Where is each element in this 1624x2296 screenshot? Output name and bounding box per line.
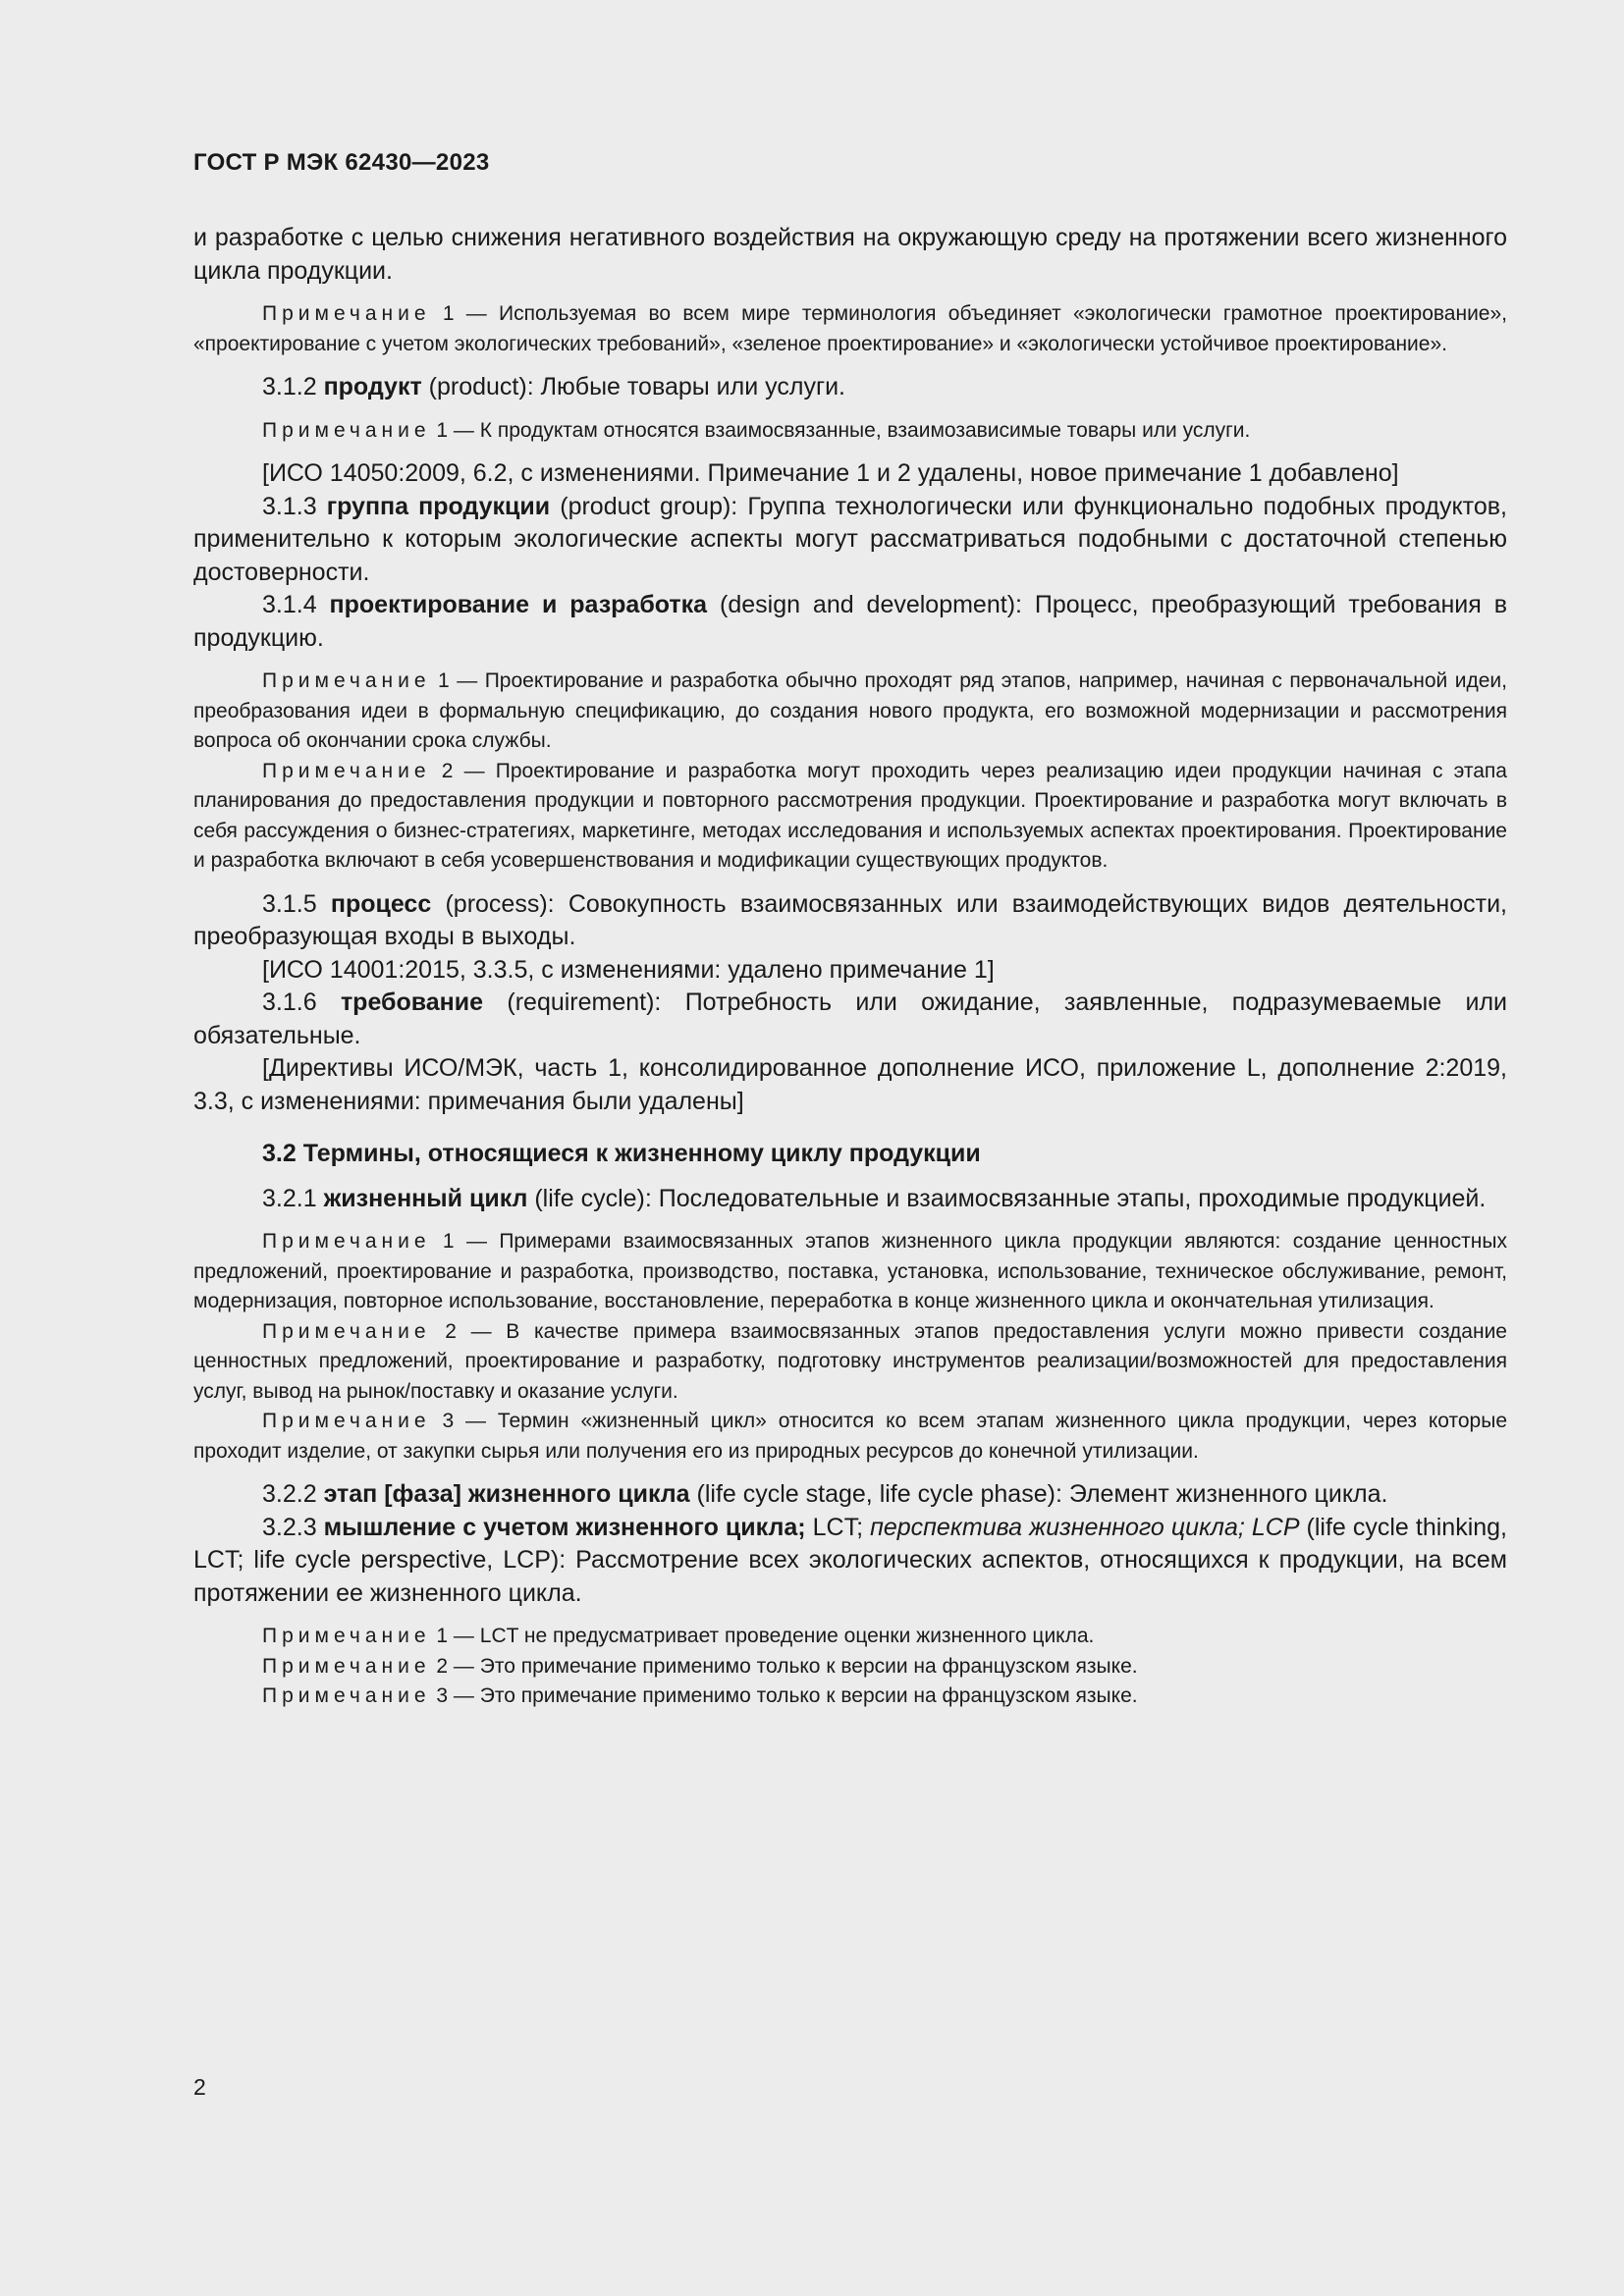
term-name: процесс — [330, 889, 432, 918]
note-number: 2 — — [441, 759, 496, 782]
note-life-cycle-3 — [193, 1407, 1507, 1467]
note-label: Примечание — [262, 418, 431, 442]
term-3-2-1 — [193, 1183, 1507, 1216]
note-lct-1 — [193, 1622, 1507, 1652]
note-text: Проектирование и разработка могут проходить через реализацию идеи продукции начиная с этапа планирования до предоставления продукции и повторного рассмотрения продукции. Проектирование и разработка могут включать в себя рассуждения о бизнес-стратегиях, маркетинге, методах исследования и используемых аспектах проектирования. Проектирование и разработка включают в себя усовершенствования и модификации существующих продуктов. — [193, 759, 1507, 872]
term-definition: (life cycle): Последовательные и взаимосвязанные этапы, проходимые продукцией. — [527, 1184, 1487, 1212]
note-label: Примечание — [262, 1684, 431, 1707]
note-number: 3 — — [436, 1684, 480, 1707]
document-header: ГОСТ Р МЭК 62430—2023 — [193, 149, 490, 176]
source-3-1-2: [ИСО 14050:2009, 6.2, с изменениями. Примечание 1 и 2 удалены, новое примечание 1 добавлено] — [262, 459, 1399, 487]
note-lct-2 — [193, 1652, 1507, 1682]
term-name: продукт — [323, 373, 422, 400]
document-body — [193, 222, 1507, 1712]
term-number: 3.1.3 — [262, 492, 317, 520]
note-label: Примечание — [262, 759, 431, 782]
term-definition: (design and development): Процесс, преобразующий требования в продукцию. — [193, 591, 1507, 652]
source-3-1-5: [ИСО 14001:2015, 3.3.5, с изменениями: удалено примечание 1] — [262, 955, 995, 984]
note-text: Используемая во всем мире терминология объединяет «экологически грамотное проектирование», «проектирование с учетом экологических требований», «зеленое проектирование» и «экологически устойчивое проектирование». — [193, 302, 1507, 355]
term-definition: (product group): Группа технологически или функционально подобных продуктов, применительно к которым экологические аспекты могут рассматриваться подобными с достаточной степенью достоверности. — [193, 492, 1507, 586]
term-name: мышление с учетом жизненного цикла; — [323, 1513, 806, 1541]
note-text: В качестве примера взаимосвязанных этапов предоставления услуги можно привести создание ценностных предложений, проектирование и разработку, подготовку инструментов реализации/возможностей для предоставления услуг, вывод на рынок/поставку и оказание услуги. — [193, 1319, 1507, 1403]
term-name: группа продукции — [326, 492, 551, 520]
note-design-1 — [193, 667, 1507, 757]
note-label: Примечание — [262, 1654, 431, 1678]
term-3-1-3 — [193, 491, 1507, 590]
note-label: Примечание — [262, 1625, 431, 1647]
note-text: Проектирование и разработка обычно проходят ряд этапов, например, начиная с первоначальной идеи, преобразования идеи в формальную спецификацию, до создания нового продукта, его возможной модернизации и рассмотрения вопроса об окончании срока службы. — [193, 669, 1507, 752]
source-3-1-6: [Директивы ИСО/МЭК, часть 1, консолидированное дополнение ИСО, приложение L, дополнение 2:2019, 3.3, с изменениями: примечания были удалены] — [193, 1054, 1507, 1115]
term-name: этап [фаза] жизненного цикла — [323, 1480, 690, 1508]
note-label: Примечание — [262, 1410, 431, 1432]
term-number: 3.2.2 — [262, 1480, 317, 1508]
note-number: 1 — — [436, 1625, 480, 1647]
note-number: 1 — — [438, 669, 485, 692]
term-name: жизненный цикл — [323, 1184, 528, 1212]
term-3-1-2 — [193, 371, 1507, 404]
note-lct-3 — [193, 1682, 1507, 1712]
page-number: 2 — [193, 2074, 206, 2100]
note-text: Это примечание применимо только к версии на французском языке. — [479, 1684, 1138, 1707]
term-name: требование — [340, 988, 484, 1016]
term-number: 3.1.5 — [262, 889, 317, 918]
note-design-2 — [193, 757, 1507, 877]
note-product — [193, 416, 1507, 447]
paragraph-intro: и разработке с целью снижения негативного воздействия на окружающую среду на протяжении всего жизненного цикла продукции. — [193, 224, 1507, 285]
note-number: 3 — — [442, 1410, 498, 1432]
note-label: Примечание — [262, 1230, 431, 1253]
note-number: 1 — — [436, 418, 480, 442]
term-definition: (process): Совокупность взаимосвязанных или взаимодействующих видов деятельности, преобразующая входы в выходы. — [193, 889, 1507, 950]
term-number: 3.1.2 — [262, 373, 317, 400]
note-life-cycle-2 — [193, 1317, 1507, 1408]
term-number: 3.1.6 — [262, 988, 317, 1016]
term-3-2-2 — [193, 1478, 1507, 1512]
note-number: 2 — — [436, 1654, 480, 1678]
term-definition: (product): Любые товары или услуги. — [421, 373, 845, 400]
note-label: Примечание — [262, 1319, 431, 1343]
note-life-cycle-1 — [193, 1227, 1507, 1317]
note-number: 2 — — [445, 1319, 507, 1343]
term-name: проектирование и разработка — [329, 591, 708, 618]
note-text: К продуктам относятся взаимосвязанные, взаимозависимые товары или услуги. — [479, 418, 1251, 442]
term-3-1-4 — [193, 589, 1507, 655]
term-definition: (life cycle stage, life cycle phase): Элемент жизненного цикла. — [689, 1480, 1388, 1508]
term-synonym: перспектива жизненного цикла; LCP — [870, 1513, 1300, 1541]
note-text: Термин «жизненный цикл» относится ко всем этапам жизненного цикла продукции, через которые проходит изделие, от закупки сырья или получения его из природных ресурсов до конечной утилизации. — [193, 1410, 1507, 1463]
term-number: 3.2.1 — [262, 1184, 317, 1212]
term-abbreviation: LCT; — [805, 1513, 871, 1541]
note-label: Примечание — [262, 302, 431, 325]
term-definition: (requirement): Потребность или ожидание, заявленные, подразумеваемые или обязательные. — [193, 988, 1507, 1049]
note-text: Это примечание применимо только к версии на французском языке. — [479, 1654, 1138, 1678]
term-3-2-3 — [193, 1512, 1507, 1611]
note-number: 1 — — [442, 302, 500, 325]
note-design-terminology — [193, 299, 1507, 359]
note-label: Примечание — [262, 669, 431, 692]
term-3-1-5 — [193, 888, 1507, 954]
note-text: LCT не предусматривает проведение оценки жизненного цикла. — [479, 1625, 1095, 1647]
term-3-1-6 — [193, 987, 1507, 1052]
term-number: 3.2.3 — [262, 1513, 317, 1541]
term-definition: (life cycle thinking, LCT; life cycle perspective, LCP): Рассмотрение всех экологических аспектов, относящихся к продукции, на всем протяжении ее жизненного цикла. — [193, 1513, 1507, 1607]
note-number: 1 — — [442, 1230, 500, 1253]
term-number: 3.1.4 — [262, 591, 317, 618]
section-heading-3-2: 3.2 Термины, относящиеся к жизненному циклу продукции — [262, 1140, 981, 1167]
note-text: Примерами взаимосвязанных этапов жизненного цикла продукции являются: создание ценностных предложений, проектирование и разработка, производство, поставка, установка, использование, техническое обслуживание, ремонт, модернизация, повторное использование, восстановление, переработка в конце жизненного цикла и окончательная утилизация. — [193, 1230, 1507, 1312]
